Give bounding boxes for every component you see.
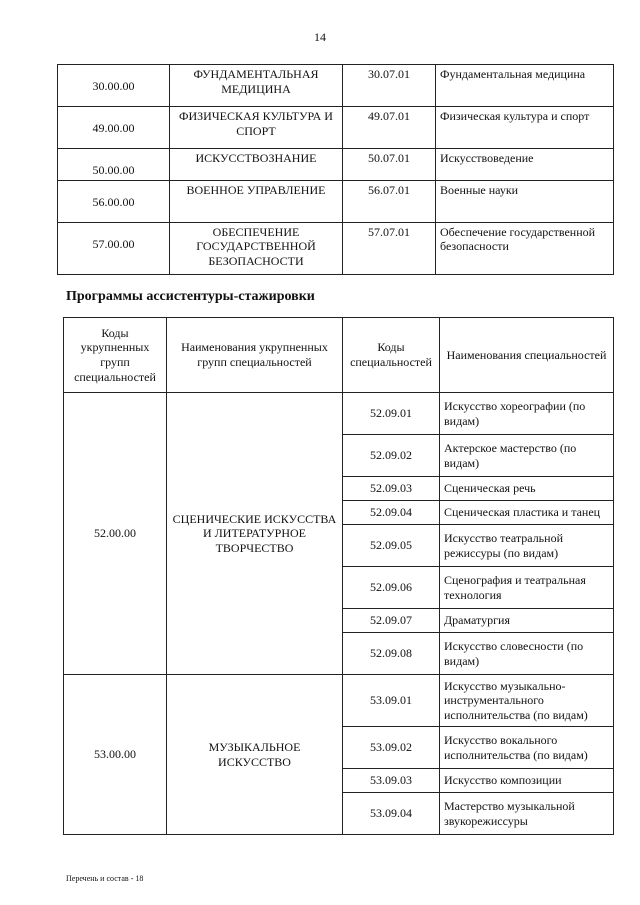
spec-code-cell: 49.07.01 [343,107,436,149]
table-row [64,675,614,727]
group-code-cell: 49.00.00 [58,107,170,149]
header-spec-names: Наименования специальностей [440,318,614,393]
group-name-cell: МУЗЫКАЛЬНОЕ ИСКУССТВО [167,675,343,835]
spec-code-cell: 52.09.02 [343,435,440,477]
spec-code-cell: 52.09.04 [343,501,440,525]
section-title: Программы ассистентуры-стажировки [66,289,315,304]
spec-name-cell: Искусствоведение [436,149,614,181]
header-spec-codes: Коды специальностей [343,318,440,393]
spec-code-cell: 52.09.01 [343,393,440,435]
spec-code-cell: 30.07.01 [343,65,436,107]
spec-name-cell: Искусство композиции [440,769,614,793]
spec-name-cell: Сценография и театральная технология [440,567,614,609]
spec-name-cell: Обеспечение государственной безопасности [436,222,614,274]
spec-code-cell: 57.07.01 [343,222,436,274]
group-name-cell: ВОЕННОЕ УПРАВЛЕНИЕ [170,180,343,222]
group-name-cell: ИСКУССТВОЗНАНИЕ [170,149,343,181]
spec-code-cell: 52.09.08 [343,633,440,675]
group-name-cell: СЦЕНИЧЕСКИЕ ИСКУССТВА И ЛИТЕРАТУРНОЕ ТВОРЧЕСТВО [167,393,343,675]
spec-name-cell: Актерское мастерство (по видам) [440,435,614,477]
group-code-cell: 50.00.00 [58,149,170,181]
spec-name-cell: Сценическая пластика и танец [440,501,614,525]
group-code-cell: 52.00.00 [64,393,167,675]
spec-name-cell: Физическая культура и спорт [436,107,614,149]
table-row [58,65,614,107]
group-code-cell: 53.00.00 [64,675,167,835]
spec-code-cell: 53.09.02 [343,727,440,769]
spec-name-cell: Сценическая речь [440,477,614,501]
table-header-row [64,318,614,393]
spec-name-cell: Драматургия [440,609,614,633]
spec-name-cell: Мастерство музыкальной звукорежиссуры [440,793,614,835]
spec-code-cell: 50.07.01 [343,149,436,181]
table-row [58,222,614,274]
spec-code-cell: 53.09.03 [343,769,440,793]
spec-code-cell: 52.09.06 [343,567,440,609]
table-row [58,107,614,149]
footer-note: Перечень и состав - 18 [66,874,144,883]
group-code-cell: 30.00.00 [58,65,170,107]
spec-name-cell: Искусство театральной режиссуры (по видам) [440,525,614,567]
spec-name-cell: Фундаментальная медицина [436,65,614,107]
group-code-cell: 57.00.00 [58,222,170,274]
table-row [58,180,614,222]
spec-code-cell: 52.09.05 [343,525,440,567]
spec-code-cell: 52.09.03 [343,477,440,501]
group-name-cell: ФУНДАМЕНТАЛЬНАЯ МЕДИЦИНА [170,65,343,107]
assistantship-programs-table [63,317,614,835]
spec-name-cell: Искусство музыкально-инструментального исполнительства (по видам) [440,675,614,727]
table-row [64,393,614,435]
programs-table-continued [57,64,614,275]
group-code-cell: 56.00.00 [58,180,170,222]
table-row [58,149,614,181]
group-name-cell: ФИЗИЧЕСКАЯ КУЛЬТУРА И СПОРТ [170,107,343,149]
header-group-codes: Коды укрупненных групп специальностей [64,318,167,393]
spec-code-cell: 56.07.01 [343,180,436,222]
spec-name-cell: Искусство хореографии (по видам) [440,393,614,435]
group-name-cell: ОБЕСПЕЧЕНИЕ ГОСУДАРСТВЕННОЙ БЕЗОПАСНОСТИ [170,222,343,274]
spec-name-cell: Искусство словесности (по видам) [440,633,614,675]
header-group-names: Наименования укрупненных групп специальностей [167,318,343,393]
spec-name-cell: Военные науки [436,180,614,222]
spec-code-cell: 53.09.04 [343,793,440,835]
spec-code-cell: 52.09.07 [343,609,440,633]
spec-code-cell: 53.09.01 [343,675,440,727]
spec-name-cell: Искусство вокального исполнительства (по видам) [440,727,614,769]
page-number: 14 [314,30,326,44]
